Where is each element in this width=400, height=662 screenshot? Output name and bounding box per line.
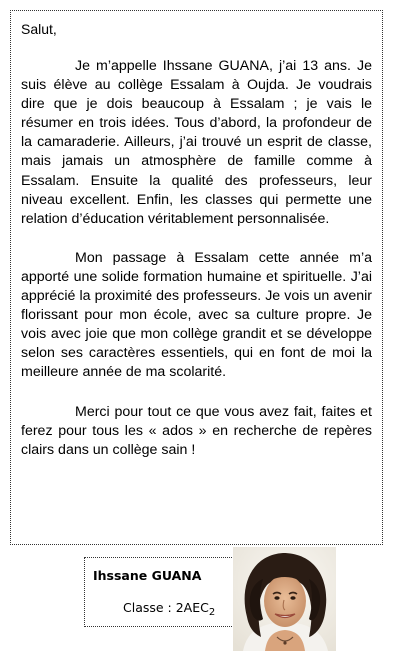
signature-box — [84, 557, 234, 627]
letter-box — [10, 10, 383, 545]
signature-class-subscript: 2 — [208, 607, 216, 618]
letter-greeting: Salut, — [21, 21, 57, 37]
signature-name: Ihssane GUANA — [93, 568, 202, 583]
letter-paragraph-1: Je m’appelle Ihssane GUANA, j’ai 13 ans. Je suis élève au collège Essalam à Oujda. Je voudrais dire que je dois beaucoup à Essalam ; je vais le résumer en trois idées. Tous d’abord, la profondeur de la camaraderie. Ailleurs, j’ai trouvé un esprit de classe, mais jamais un atmosphère de famille comme à Essalam. Ensuite la qualité des professeurs, leur niveau excellent. Enfin, les classes qui permette une relation d’éducation véritablement personnalisée. — [21, 58, 372, 227]
signature-class — [123, 600, 215, 618]
letter-paragraph-3: Merci pour tout ce que vous avez fait, faites et ferez pour tous les « ados » en recherche de repères clairs dans un collège sain ! — [21, 403, 372, 458]
letter-paragraph-2: Mon passage à Essalam cette année m’a apporté une solide formation humaine et spirituelle. J’ai apprécié la proximité des professeurs. Je vois un avenir florissant pour mon école, avec sa culture propre. Je vois avec joie que mon collège grandit et se développe selon ses caractères essentiels, qui en font de moi la meilleure année de ma scolarité. — [21, 249, 372, 381]
signature-class-label: Classe : 2AEC — [123, 600, 209, 615]
student-portrait-photo — [233, 547, 336, 651]
